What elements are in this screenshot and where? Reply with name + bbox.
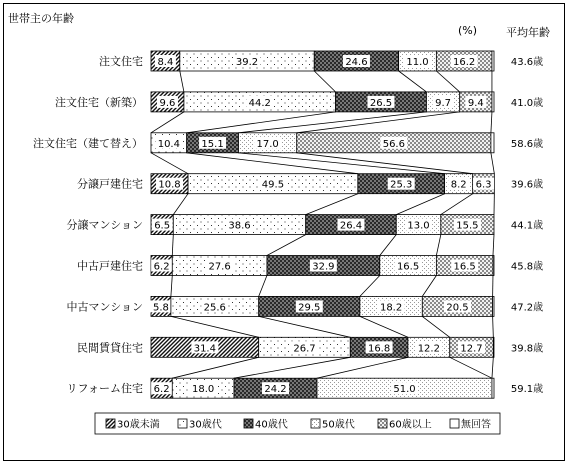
data-label: 11.0 — [406, 57, 429, 68]
category-label: 注文住宅 — [99, 55, 143, 68]
legend-label: 60歳以上 — [389, 419, 432, 431]
connector-line — [267, 235, 306, 256]
legend-label: 40歳代 — [255, 419, 288, 431]
data-label: 27.6 — [208, 261, 231, 273]
data-label: 16.5 — [396, 261, 420, 273]
data-label: 20.5 — [446, 302, 469, 314]
average-age-value: 45.8歳 — [510, 261, 544, 273]
data-label: 49.5 — [261, 179, 285, 191]
connector-line — [297, 112, 460, 133]
data-label: 6.3 — [475, 179, 492, 191]
connector-line — [171, 276, 172, 297]
bar-segment — [492, 92, 494, 112]
average-age-value: 41.0歳 — [510, 97, 544, 109]
legend-label: 無回答 — [461, 419, 491, 431]
connector-line — [180, 71, 184, 92]
data-label: 13.0 — [407, 220, 430, 232]
connector-line — [380, 235, 396, 256]
category-label: 中古戸建住宅 — [77, 259, 143, 273]
bar-segment — [492, 51, 494, 71]
connector-line — [399, 71, 427, 92]
data-label: 10.4 — [157, 138, 180, 150]
data-label: 26.7 — [293, 343, 316, 355]
bar-segment — [491, 133, 494, 153]
connector-line — [151, 112, 184, 133]
connector-line — [151, 153, 188, 174]
data-label: 6.2 — [153, 384, 170, 396]
average-age-value: 59.1歳 — [510, 384, 544, 396]
connector-line — [259, 276, 267, 297]
data-label: 38.6 — [228, 220, 251, 232]
connector-line — [450, 357, 492, 378]
data-label: 26.4 — [339, 220, 363, 232]
data-label: 15.5 — [456, 220, 479, 232]
connector-line — [259, 316, 351, 337]
data-label: 18.0 — [192, 384, 215, 396]
connector-line — [172, 235, 173, 256]
data-label: 24.6 — [345, 57, 368, 68]
connector-line — [238, 112, 426, 133]
connector-line — [493, 235, 494, 256]
data-label: 16.2 — [453, 57, 476, 68]
data-label: 29.5 — [298, 302, 321, 314]
connector-line — [172, 357, 258, 378]
average-age-value: 39.8歳 — [510, 343, 544, 355]
connector-line — [436, 71, 459, 92]
data-label: 25.6 — [203, 302, 226, 314]
legend-swatch — [178, 419, 187, 428]
data-label: 10.8 — [158, 179, 181, 191]
data-label: 15.1 — [201, 138, 224, 150]
data-label: 6.5 — [154, 220, 171, 232]
bar-segment — [493, 296, 494, 316]
category-label: 注文住宅（建て替え） — [33, 136, 143, 150]
data-label: 32.9 — [312, 261, 335, 273]
bar-segment — [493, 337, 494, 357]
category-label: 注文住宅（新築） — [55, 95, 143, 109]
connector-line — [234, 357, 350, 378]
data-label: 5.8 — [152, 302, 169, 314]
category-label: 分譲マンション — [66, 218, 143, 232]
bar-segment — [492, 378, 494, 398]
legend-label: 30歳未満 — [117, 419, 160, 431]
bar-segment — [493, 256, 494, 276]
data-label: 9.6 — [159, 97, 176, 109]
category-label: 分譲戸建住宅 — [77, 177, 143, 191]
connector-line — [360, 316, 408, 337]
legend-label: 50歳代 — [322, 419, 355, 431]
category-label: 中古マンション — [66, 300, 143, 314]
average-age-value: 43.6歳 — [510, 57, 544, 68]
data-label: 12.7 — [460, 343, 483, 355]
connector-line — [422, 316, 449, 337]
data-label: 8.2 — [450, 179, 467, 191]
data-label: 39.2 — [235, 57, 259, 68]
connector-line — [491, 112, 492, 133]
data-label: 16.8 — [367, 343, 391, 355]
data-label: 6.2 — [153, 261, 170, 273]
category-label: リフォーム住宅 — [66, 382, 143, 396]
connector-line — [297, 153, 473, 174]
data-label: 31.4 — [193, 343, 216, 355]
connector-line — [422, 276, 436, 297]
connector-line — [306, 194, 358, 215]
data-label: 18.2 — [379, 302, 403, 314]
legend-swatch — [311, 419, 320, 428]
data-label: 24.2 — [264, 384, 287, 396]
data-label: 8.4 — [157, 57, 174, 68]
data-label: 25.3 — [390, 179, 413, 191]
connector-line — [493, 316, 494, 337]
connector-line — [441, 194, 473, 215]
average-age-value: 47.2歳 — [510, 302, 544, 314]
legend-swatch — [106, 419, 115, 428]
category-label: 民間賃貸住宅 — [77, 341, 143, 355]
data-label: 16.5 — [453, 261, 476, 273]
legend-label: 30歳代 — [189, 419, 222, 431]
average-age-header: 平均年齢 — [506, 26, 550, 39]
connector-line — [171, 316, 259, 337]
data-label: 26.5 — [369, 97, 393, 109]
unit-label: (%) — [458, 24, 478, 37]
data-label: 9.4 — [467, 97, 484, 109]
data-label: 12.2 — [417, 343, 440, 355]
data-label: 17.0 — [256, 138, 279, 150]
data-label: 56.6 — [382, 138, 405, 150]
connector-line — [360, 276, 380, 297]
connector-line — [173, 194, 188, 215]
legend-swatch — [450, 419, 459, 428]
data-label: 9.7 — [435, 97, 452, 109]
chart-title: 世帯主の年齢 — [8, 12, 74, 25]
data-label: 51.0 — [393, 384, 416, 396]
legend-swatch — [378, 419, 387, 428]
connector-line — [492, 357, 493, 378]
connector-line — [436, 235, 440, 256]
legend-swatch — [244, 419, 253, 428]
connector-line — [491, 153, 494, 174]
connector-line — [314, 71, 335, 92]
connector-line — [396, 194, 444, 215]
connector-line — [187, 112, 336, 133]
average-age-value: 58.6歳 — [510, 138, 544, 150]
average-age-value: 39.6歳 — [510, 179, 544, 191]
data-label: 44.2 — [248, 97, 271, 109]
average-age-value: 44.1歳 — [510, 220, 544, 232]
